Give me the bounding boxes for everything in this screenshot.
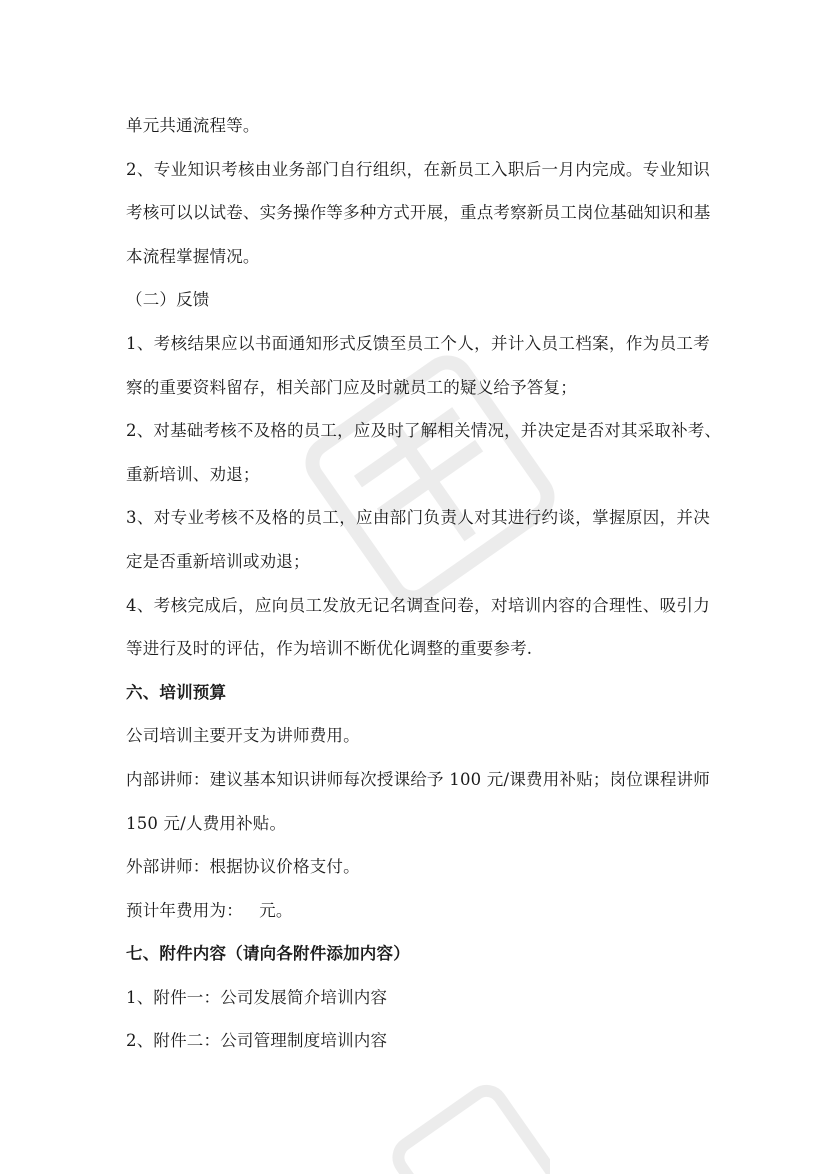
document-body [126, 104, 726, 1063]
text-line: 预计年费用为： 元。 [126, 900, 293, 920]
watermark-graphic-bottom [390, 1080, 550, 1174]
text-line: 单元共通流程等。 [126, 116, 260, 135]
text-line: 察的重要资料留存，相关部门应及时就员工的疑义给予答复； [126, 377, 577, 397]
text-line: 外部讲师：根据协议价格支付。 [126, 857, 360, 877]
text-line: 150 元/人费用补贴。 [126, 813, 287, 833]
text-line: 2、专业知识考核由业务部门自行组织，在新员工入职后一月内完成。专业知识 [126, 159, 710, 179]
text-line: 4、考核完成后，应向员工发放无记名调查问卷，对培训内容的合理性、吸引力 [126, 595, 710, 615]
text-line: 2、附件二：公司管理制度培训内容 [126, 1031, 388, 1051]
text-line: 重新培训、劝退； [126, 464, 260, 484]
text-line: 定是否重新培训或劝退； [126, 551, 310, 571]
text-line: 本流程掌握情况。 [126, 246, 260, 266]
text-line: 等进行及时的评估，作为培训不断优化调整的重要参考. [126, 639, 533, 659]
text-line: 1、考核结果应以书面通知形式反馈至员工个人，并计入员工档案，作为员工考 [126, 333, 710, 353]
text-line: 考核可以以试卷、实务操作等多种方式开展，重点考察新员工岗位基础知识和基 [126, 203, 711, 223]
text-line: 2、对基础考核不及格的员工，应及时了解相关情况，并决定是否对其采取补考、 [126, 421, 722, 441]
section-heading: 七、附件内容（请向各附件添加内容） [126, 944, 410, 964]
subsection-heading: （二）反馈 [126, 290, 210, 310]
text-line: 公司培训主要开支为讲师费用。 [126, 726, 360, 746]
text-line: 1、附件一：公司发展简介培训内容 [126, 987, 388, 1007]
section-heading: 六、培训预算 [126, 682, 227, 702]
text-line: 内部讲师：建议基本知识讲师每次授课给予 100 元/课费用补贴；岗位课程讲师 [126, 769, 710, 789]
text-line: 3、对专业考核不及格的员工，应由部门负责人对其进行约谈，掌握原因，并决 [126, 508, 710, 528]
